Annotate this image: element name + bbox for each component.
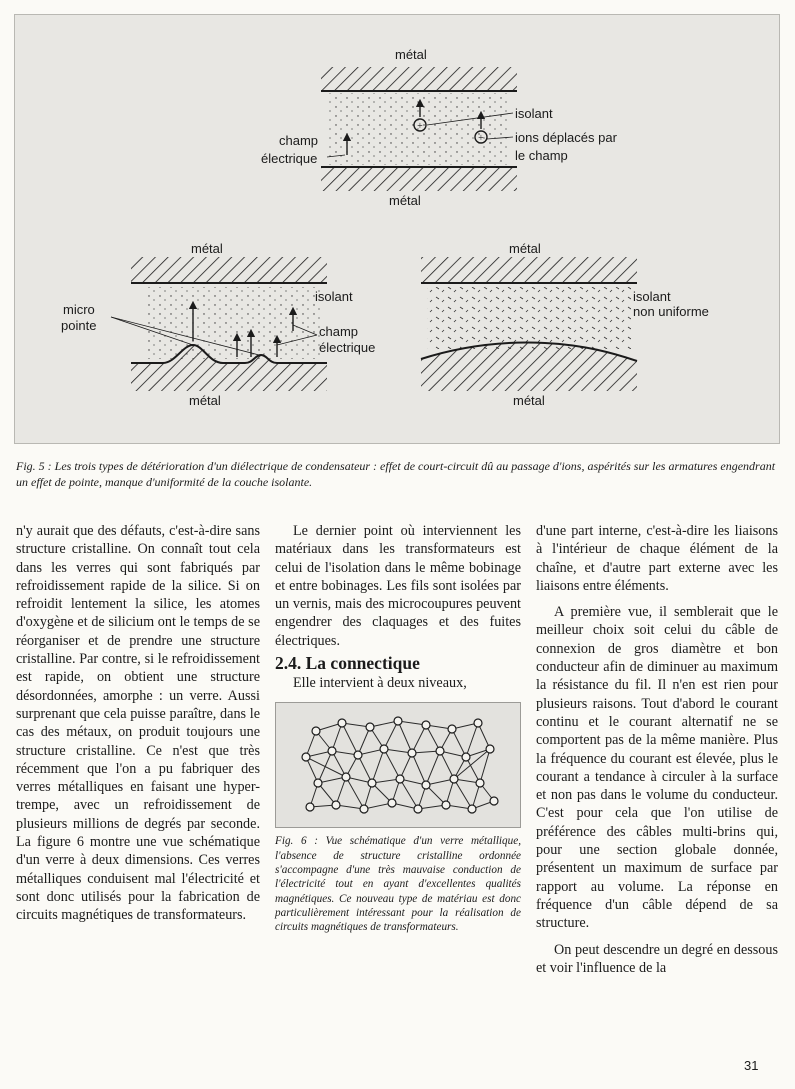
lattice-atom — [312, 727, 320, 735]
lattice-atom — [486, 745, 494, 753]
figure-6-caption: Fig. 6 : Vue schématique d'un verre métallique, l'absence de structure cristalline ordonnée s'accompagne d'une très mauvaise conduction de l'électricité tout en ayant d'excellentes qualités magnétiques. Ce nouveau type de matériau est donc particulièrement intéressant pour la réalisation de circuits magnétiques de transformateurs. — [275, 835, 521, 934]
label-metal: métal — [389, 193, 421, 208]
lattice-atom — [328, 747, 336, 755]
lattice-bond — [466, 723, 478, 757]
label-field: électrique — [261, 151, 318, 166]
metal-plate — [421, 257, 637, 283]
lattice-atom — [396, 775, 404, 783]
paragraph: A première vue, il semblerait que le meilleur choix soit celui du câble de connexion de gros diamètre et bon conducteur afin de diminuer au maximum la résistance du fil. Il n'en est rien pour plusieurs raisons. Tout d'abord le courant continu et le courant alternatif ne se comportent pas de la même manière. Plus la fréquence du courant est élevée, plus le courant a tendance à circuler à la surface et non pas dans le volume du conducteur. C'est pour cela que l'on utilise de préférence des câbles multi-brins qui, pour une section globale donnée, présentent un maximum de surface par rapport au volume. La réponse en fréquence d'un câble dépend de sa structure. — [536, 604, 778, 932]
lattice-bond — [384, 749, 400, 779]
metal-plate — [321, 167, 517, 191]
metallic-glass-lattice-svg — [276, 703, 520, 827]
lattice-bond — [400, 779, 418, 809]
paragraph: Elle intervient à deux niveaux, — [293, 675, 467, 692]
lattice-atom — [448, 725, 456, 733]
lattice-atom — [388, 799, 396, 807]
label-field: champ — [279, 133, 319, 148]
lattice-atom — [380, 745, 388, 753]
lattice-atom — [436, 747, 444, 755]
label-metal: métal — [395, 47, 427, 62]
label-ions: ions déplacés par — [515, 130, 617, 145]
lattice-atom — [422, 721, 430, 729]
text-column-1 — [16, 522, 260, 925]
lattice-bond — [358, 755, 372, 783]
metal-plate — [321, 67, 517, 91]
label-metal: métal — [191, 241, 223, 256]
lattice-atom — [314, 779, 322, 787]
figure-5-caption: Fig. 5 : Les trois types de détérioration d'un diélectrique de condensateur : effet de court-circuit dû au passage d'ions, aspérités sur les armatures engendrant un effet de pointe, manque d'uniformité de la couche isolante. — [16, 459, 776, 489]
lattice-bond — [372, 749, 384, 783]
lattice-bond — [318, 751, 332, 783]
paragraph: Le dernier point où interviennent les matériaux dans les transformateurs est celui de l'isolation dans le même bobinage et entre bobinages. Les fils sont isolées par un vernis, mais des microcoupures peuvent engendrer des claquages et des fuites électriques. — [275, 523, 521, 649]
lattice-bond — [412, 753, 426, 785]
diagram-non-uniform — [421, 241, 709, 408]
paragraph: On peut descendre un degré en dessous et voir l'influence de la — [536, 941, 778, 976]
lattice-bond — [398, 721, 412, 753]
lattice-bond — [440, 751, 454, 779]
label-ions: le champ — [515, 148, 568, 163]
lattice-atom — [450, 775, 458, 783]
label-metal: métal — [189, 393, 221, 408]
lattice-atom — [342, 773, 350, 781]
figure-6-diagram — [275, 702, 521, 828]
lattice-bond — [454, 749, 490, 779]
lattice-atom — [306, 803, 314, 811]
lattice-bond — [454, 779, 472, 809]
lattice-bond — [384, 721, 398, 749]
lattice-atom — [360, 805, 368, 813]
lattice-atom — [368, 779, 376, 787]
label-metal: métal — [509, 241, 541, 256]
lattice-atom — [474, 719, 482, 727]
svg-text:+: + — [417, 121, 423, 132]
label-isolant: isolant — [633, 289, 671, 304]
lattice-atom — [354, 751, 362, 759]
lattice-atom — [394, 717, 402, 725]
label-isolant: isolant — [315, 289, 353, 304]
section-heading: 2.4. La connectique — [275, 653, 420, 674]
lattice-atom — [366, 723, 374, 731]
lattice-atom — [338, 719, 346, 727]
label-isolant: isolant — [515, 106, 553, 121]
figure-5-diagram — [14, 14, 780, 444]
lattice-atom — [408, 749, 416, 757]
metal-plate — [131, 257, 327, 283]
lattice-bond — [342, 723, 358, 755]
lattice-bond — [480, 749, 490, 783]
lattice-atom — [468, 805, 476, 813]
label-non-uniform: non uniforme — [633, 304, 709, 319]
lattice-atom — [422, 781, 430, 789]
dielectric-diagram-svg — [15, 15, 779, 443]
text-column-3 — [536, 522, 778, 977]
label-micro-tip: pointe — [61, 318, 97, 333]
lattice-atom — [302, 753, 310, 761]
paragraph: d'une part interne, c'est-à-dire les liaisons à l'intérieur de chaque élément de la chaîne, et d'autre part externe avec les liaisons entre éléments. — [536, 523, 778, 594]
text-column-2 — [275, 522, 521, 934]
lattice-atom — [332, 801, 340, 809]
lattice-bond — [426, 751, 440, 785]
lattice-bond — [412, 725, 426, 753]
lattice-atom — [490, 797, 498, 805]
lattice-atom — [462, 753, 470, 761]
lattice-bond — [346, 777, 364, 809]
label-metal: métal — [513, 393, 545, 408]
label-micro-tip: micro — [63, 302, 95, 317]
paragraph: n'y aurait que des défauts, c'est-à-dire sans structure cristalline. On connaît tout cela dans les verres qui sont fabriqués par refroidissement rapide de la silice. Si on refroidit lentement la silice, les atomes d'oxygène et de silicium ont le temps de se réorganiser et de prendre une structure cristalline. Par contre, si le refroidissement est rapide, on obtient une structure désordonnées, amorphe : un verre. Aussi surprenant que cela puisse paraître, dans le cas des métaux, on produit toujours une structure cristalline. Ce n'est que très récemment que l'on a pu fabriquer des verres métalliques en faisant une hyper-trempe, avec un refroidissement de plusieurs millions de degrés par seconde. La figure 6 montre une vue schématique d'un verre à deux dimensions. Ces verres métalliques conduisent mal l'électricité et sont donc utilisés pour la fabrication de circuits magnétiques de transformateurs. — [16, 523, 260, 924]
lattice-bond — [452, 729, 466, 757]
label-field: champ — [319, 324, 359, 339]
insulator-layer — [427, 287, 631, 349]
diagram-micro-tip — [61, 241, 375, 408]
label-field: électrique — [319, 340, 376, 355]
lattice-atom — [442, 801, 450, 809]
svg-text:+: + — [478, 133, 484, 144]
lattice-atom — [414, 805, 422, 813]
page-number: 31 — [744, 1058, 759, 1073]
lattice-bond — [306, 757, 346, 777]
diagram-ion-migration — [261, 47, 618, 208]
lattice-atom — [476, 779, 484, 787]
